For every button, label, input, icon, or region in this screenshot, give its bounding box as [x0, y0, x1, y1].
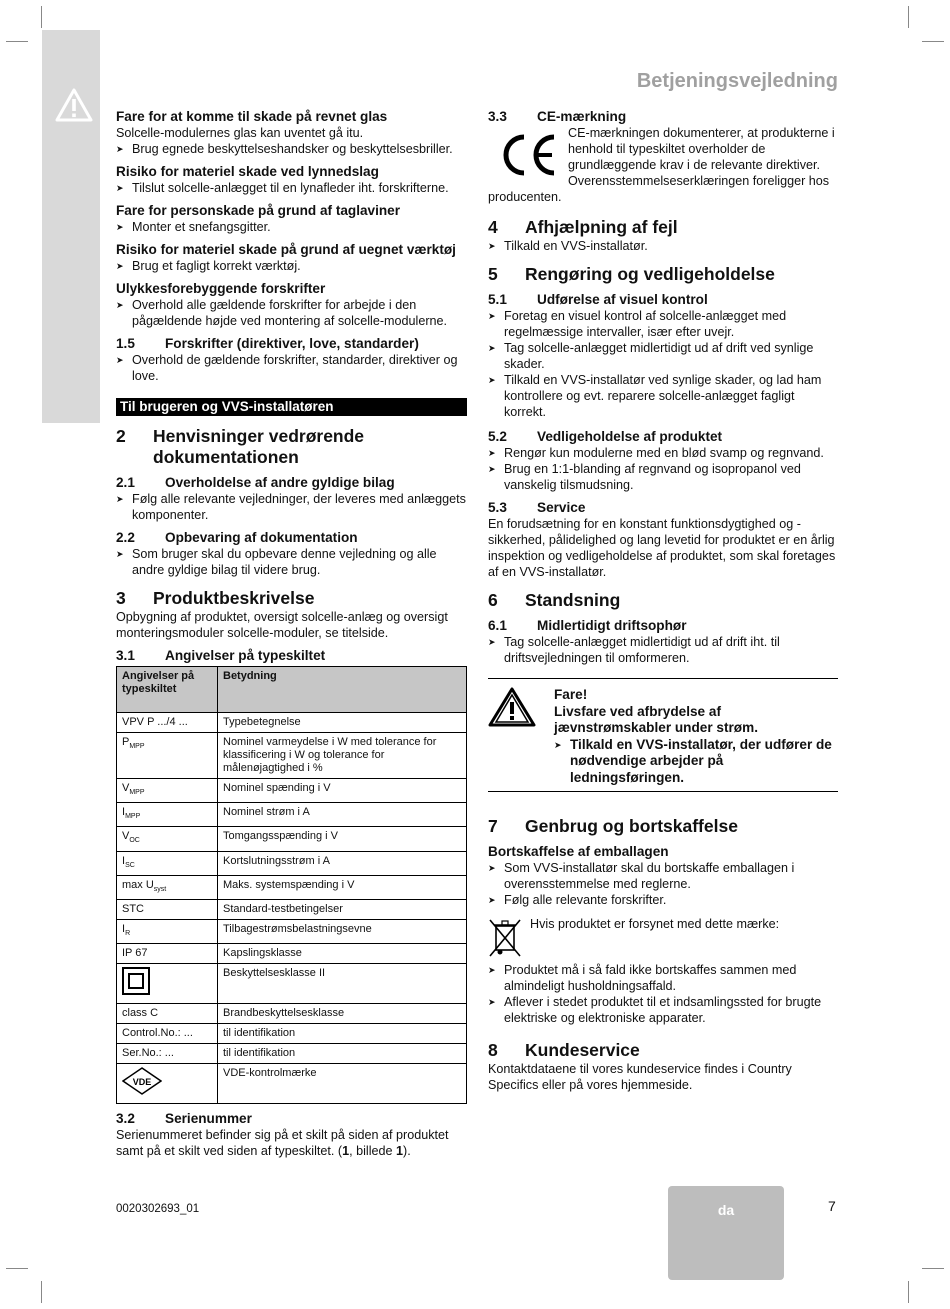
- table-cell: Tilbagestrømsbelastningsevne: [218, 919, 467, 943]
- table-cell: Beskyttelsesklasse II: [218, 964, 467, 1004]
- crop-mark: [41, 1281, 42, 1303]
- weee-symbol: [488, 916, 530, 962]
- ce-mark-icon: [498, 131, 558, 179]
- chapter-title: Afhjælpning af fejl: [525, 217, 678, 237]
- table-cell: VDE-kontrolmærke: [218, 1064, 467, 1104]
- crop-mark: [908, 6, 909, 28]
- section-title: Udførelse af visuel kontrol: [537, 292, 708, 307]
- section-heading: Ulykkesforebyggende forskrifter: [116, 281, 326, 296]
- chapter-heading: [116, 426, 467, 468]
- section-heading: Risiko for materiel skade ved lynnedslag: [116, 164, 379, 179]
- bullet-item: ➤ Tilkald en VVS-installatør.: [488, 238, 838, 254]
- chapter-title: Kundeservice: [525, 1040, 640, 1060]
- table-cell: Tomgangsspænding i V: [218, 827, 467, 851]
- chapter-title: Henvisninger vedrørende dokumentationen: [153, 426, 365, 467]
- vde-logo-text: VDE: [132, 1077, 152, 1088]
- chapter-number: 5: [488, 264, 498, 284]
- section-heading: [116, 474, 467, 491]
- bullet-item: ➤ Følg alle relevante vejledninger, der leveres med anlæggets komponenter.: [116, 491, 467, 523]
- table-cell: [117, 964, 218, 1004]
- symbol-text: I: [122, 806, 126, 819]
- symbol-text: V: [122, 830, 130, 843]
- symbol-subscript: R: [125, 930, 131, 938]
- chapter-number: 8: [488, 1040, 498, 1060]
- table-cell: Nominel varmeydelse i W med tolerance for klassificering i W og tolerance for målenøjagtighed i %: [218, 733, 467, 779]
- chapter-title: Produktbeskrivelse: [153, 588, 315, 608]
- table-cell: Nominel spænding i V: [218, 779, 467, 803]
- section-title: Angivelser på typeskiltet: [165, 648, 326, 663]
- bullet-item: ➤ Foretag en visuel kontrol af solcelle-anlægget med regelmæssige intervaller, især efter uvejr.: [488, 308, 838, 340]
- table-cell: [117, 851, 218, 875]
- table-header-row: [117, 667, 467, 713]
- crop-mark: [6, 41, 28, 42]
- table-cell: til identifikation: [218, 1024, 467, 1044]
- paragraph: [116, 1127, 467, 1159]
- right-column: [488, 108, 838, 1093]
- crop-mark: [41, 6, 42, 28]
- table-row: [117, 1004, 467, 1024]
- chapter-heading: [116, 588, 467, 609]
- bullet-item: ➤ Brug en 1:1-blanding af regnvand og isopropanol ved vanskelig tilsmudsning.: [488, 461, 838, 493]
- symbol-subscript: MPP: [129, 743, 145, 751]
- section-heading: [116, 529, 467, 546]
- table-cell: [117, 1064, 218, 1104]
- chapter-number: 7: [488, 816, 498, 836]
- symbol-text: V: [122, 782, 130, 794]
- ce-text: CE-mærkningen dokumenterer, at produkterne i henhold til typeskiltet overholder de grundlæggende krav i de relevante direktiver. Overensstemmelseserklæringen foreligger hos producenten.: [488, 126, 835, 204]
- table-row: [117, 944, 467, 964]
- table-row: [117, 964, 467, 1004]
- page-header-title: Betjeningsvejledning: [636, 70, 838, 92]
- table-cell: til identifikation: [218, 1044, 467, 1064]
- bullet-item: ➤ Som VVS-installatør skal du bortskaffe emballagen i overensstemmelse med reglerne.: [488, 860, 838, 892]
- section-heading: [116, 647, 467, 664]
- paragraph: Solcelle-modulernes glas kan uventet gå itu.: [116, 126, 364, 140]
- text-run: , billede: [349, 1144, 397, 1159]
- section-heading: Fare for personskade på grund af taglaviner: [116, 203, 401, 218]
- table-cell: class C: [117, 1004, 218, 1024]
- figure-ref: 1: [342, 1144, 350, 1159]
- chapter-heading: [488, 590, 838, 611]
- audience-bar: Til brugeren og VVS-installatøren: [116, 398, 467, 416]
- symbol-subscript: syst: [153, 885, 167, 893]
- section-title: Midlertidigt driftsophør: [537, 618, 687, 633]
- bullet-item: ➤ Produktet må i så fald ikke bortskaffes sammen med almindeligt husholdningsaffald.: [488, 962, 838, 994]
- table-cell: [117, 713, 218, 733]
- section-number: 5.2: [488, 429, 507, 444]
- symbol-text: I: [122, 854, 126, 867]
- page-number: 7: [828, 1198, 836, 1214]
- chapter-title: Standsning: [525, 590, 621, 610]
- type-plate-table: [116, 666, 467, 1104]
- crop-mark: [922, 41, 944, 42]
- table-row: [117, 779, 467, 803]
- section-title: Opbevaring af dokumentation: [165, 530, 358, 545]
- bullet-item: ➤ Brug egnede beskyttelseshandsker og beskyttelsesbriller.: [116, 141, 467, 157]
- table-cell: [117, 779, 218, 803]
- section-heading: Risiko for materiel skade på grund af uegnet værktøj: [116, 242, 456, 257]
- warning-label: Fare!: [554, 687, 588, 702]
- bullet-item: ➤ Tag solcelle-anlægget midlertidigt ud af drift iht. til driftsvejledningen til omformeren.: [488, 634, 838, 666]
- section-number: 2.1: [116, 475, 135, 490]
- table-row: [117, 803, 467, 827]
- table-cell: [117, 944, 218, 964]
- table-cell: Brandbeskyttelsesklasse: [218, 1004, 467, 1024]
- bullet-item: ➤ Overhold alle gældende forskrifter for arbejde i den pågældende højde ved montering af solcelle-modulerne.: [116, 297, 467, 329]
- section-title: Overholdelse af andre gyldige bilag: [165, 475, 395, 490]
- section-number: 5.1: [488, 292, 507, 307]
- bullet-item: ➤ Aflever i stedet produktet til et indsamlingssted for brugte elektriske og elektroniske apparater.: [488, 994, 838, 1026]
- table-row: [117, 919, 467, 943]
- section-title: Forskrifter (direktiver, love, standarder): [165, 336, 419, 351]
- symbol-subscript: MPP: [129, 789, 145, 797]
- table-row: [117, 733, 467, 779]
- bullet-item: ➤ Følg alle relevante forskrifter.: [488, 892, 838, 908]
- danger-warning-box: [488, 678, 838, 792]
- chapter-heading: [488, 217, 838, 238]
- table-cell: Control.No.: ...: [117, 1024, 218, 1044]
- bullet-item: ➤ Tilkald en VVS-installatør ved synlige skader, og lad ham kontrollere og evt. reparere solcelle-anlægget fagligt korrekt.: [488, 372, 838, 420]
- symbol-text: max U: [122, 878, 154, 891]
- section-number: 5.3: [488, 500, 507, 515]
- table-cell: Typebetegnelse: [218, 713, 467, 733]
- chapter-title: Rengøring og vedligeholdelse: [525, 264, 775, 284]
- table-row: [117, 899, 467, 919]
- section-number: 3.3: [488, 109, 507, 124]
- section-heading: Fare for at komme til skade på revnet glas: [116, 109, 388, 124]
- weee-text: Hvis produktet er forsynet med dette mærke:: [530, 917, 780, 931]
- section-number: 1.5: [116, 336, 135, 351]
- section-title: Vedligeholdelse af produktet: [537, 429, 723, 444]
- chapter-number: 3: [116, 588, 126, 608]
- paragraph: Kontaktdataene til vores kundeservice findes i Country Specifics eller på vores hjemmeside.: [488, 1062, 792, 1092]
- crossed-bin-icon: [488, 916, 522, 960]
- table-cell: [117, 919, 218, 943]
- table-cell: [117, 827, 218, 851]
- section-heading: [488, 428, 838, 445]
- section-number: 2.2: [116, 530, 135, 545]
- section-heading: [488, 499, 838, 516]
- bullet-item: ➤ Tilkald en VVS-installatør, der udfører de nødvendige arbejder på ledningsføringen.: [554, 737, 838, 787]
- table-cell: [117, 899, 218, 919]
- symbol-text: VPV P .../4 ...: [122, 716, 188, 728]
- language-tab: da: [668, 1186, 784, 1280]
- table-cell: Maks. systemspænding i V: [218, 875, 467, 899]
- warning-triangle-icon: [55, 88, 93, 122]
- table-cell: Kortslutningsstrøm i A: [218, 851, 467, 875]
- crop-mark: [6, 1268, 28, 1269]
- table-cell: [117, 803, 218, 827]
- symbol-subscript: MPP: [125, 813, 141, 821]
- section-title: CE-mærkning: [537, 109, 627, 124]
- left-column: [116, 108, 467, 1159]
- chapter-heading: [488, 1040, 838, 1061]
- chapter-title: Genbrug og bortskaffelse: [525, 816, 738, 836]
- section-heading: Bortskaffelse af emballagen: [488, 844, 669, 859]
- crop-mark: [922, 1268, 944, 1269]
- bullet-item: ➤ Som bruger skal du opbevare denne vejledning og alle andre gyldige bilag til videre brug.: [116, 546, 467, 578]
- section-number: 3.1: [116, 648, 135, 663]
- crop-mark: [908, 1281, 909, 1303]
- chapter-number: 4: [488, 217, 498, 237]
- bullet-item: ➤ Tilslut solcelle-anlægget til en lynafleder iht. forskrifterne.: [116, 180, 467, 196]
- ce-paragraph: [488, 125, 838, 205]
- bullet-item: ➤ Tag solcelle-anlægget midlertidigt ud af drift ved synlige skader.: [488, 340, 838, 372]
- table-row: [117, 1064, 467, 1104]
- chapter-heading: [488, 816, 838, 837]
- paragraph: Opbygning af produktet, oversigt solcelle-anlæg og oversigt monteringsmoduler solcelle-moduler, se titelside.: [116, 610, 448, 640]
- table-cell: Kapslingsklasse: [218, 944, 467, 964]
- table-header-cell: Angivelser på typeskiltet: [117, 667, 218, 713]
- warning-text: [554, 687, 838, 785]
- paragraph: En forudsætning for en konstant funktionsdygtighed og -sikkerhed, pålidelighed og lang levetid for produktet er en årlig inspektion og vedligeholdelse af produktet, som skal foretages af en VVS-installatør.: [488, 517, 836, 579]
- table-row: [117, 1024, 467, 1044]
- symbol-text: IP 67: [122, 947, 148, 960]
- table-row: [117, 1044, 467, 1064]
- section-heading: [488, 108, 838, 125]
- table-row: [117, 827, 467, 851]
- table-row: [117, 851, 467, 875]
- chapter-heading: [488, 264, 838, 285]
- bullet-item: ➤ Overhold de gældende forskrifter, standarder, direktiver og love.: [116, 352, 467, 384]
- section-number: 3.2: [116, 1111, 135, 1127]
- symbol-text: P: [122, 736, 130, 748]
- table-cell: Nominel strøm i A: [218, 803, 467, 827]
- warning-title: Livsfare ved afbrydelse af jævnstrømskabler under strøm.: [554, 703, 758, 735]
- protection-class-2-icon: [122, 967, 150, 995]
- figure-ref: 1: [396, 1144, 404, 1159]
- weee-notice: [488, 916, 838, 962]
- bullet-item: ➤ Brug et fagligt korrekt værktøj.: [116, 258, 467, 274]
- section-title: Service: [537, 500, 586, 515]
- table-row: [117, 713, 467, 733]
- table-cell: Standard-testbetingelser: [218, 899, 467, 919]
- symbol-subscript: OC: [129, 837, 140, 845]
- symbol-text: I: [122, 922, 126, 935]
- document-code: 0020302693_01: [116, 1203, 200, 1215]
- symbol-text: STC: [122, 902, 144, 915]
- section-heading: [488, 291, 838, 308]
- chapter-number: 2: [116, 426, 126, 446]
- chapter-number: 6: [488, 590, 498, 610]
- bullet-item: ➤ Rengør kun modulerne med en blød svamp og regnvand.: [488, 445, 838, 461]
- section-number: 6.1: [488, 618, 507, 633]
- section-heading: [116, 1110, 467, 1127]
- table-header-cell: Betydning: [218, 667, 467, 713]
- vde-mark-icon: [122, 1067, 162, 1095]
- symbol-subscript: SC: [125, 861, 135, 869]
- text-run: ).: [403, 1144, 411, 1159]
- table-cell: Ser.No.: ...: [117, 1044, 218, 1064]
- section-heading: [116, 335, 467, 352]
- warning-triangle-icon: [488, 687, 536, 727]
- table-cell: [117, 733, 218, 779]
- section-title: Serienummer: [165, 1111, 252, 1127]
- warning-symbol: [488, 687, 554, 781]
- table-cell: [117, 875, 218, 899]
- table-row: [117, 875, 467, 899]
- section-heading: [488, 617, 838, 634]
- text-run: Serienummeret befinder sig på et skilt på siden af produktet samt på et skilt ved siden af typeskiltet. (: [116, 1128, 449, 1159]
- bullet-item: ➤ Monter et snefangsgitter.: [116, 219, 467, 235]
